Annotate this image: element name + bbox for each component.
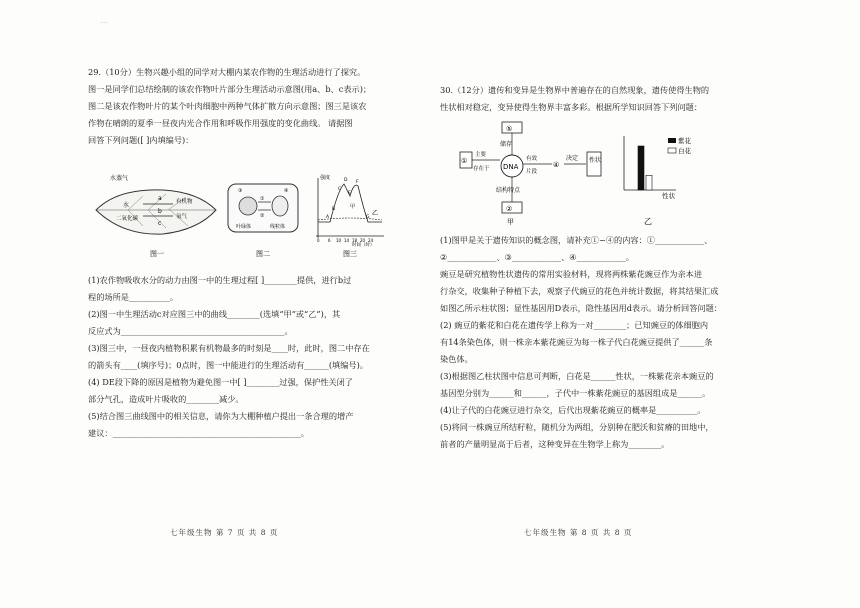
figure-1-leaf [96,174,216,258]
fig3-tick: 20 [360,238,366,243]
fig2-arrow-2: ② [260,213,265,219]
edge-segment: 片段 [526,169,538,175]
q29-line-4: 回答下列问题([ ]内填编号)： [88,135,194,145]
q30-question-line: ②____________、③____________、④____________。 [440,252,634,262]
page-footer-7: 七年级生物 第 7 页 共 8 页 [170,528,279,537]
fig3-caption: 图三 [343,250,357,258]
q29-question-line: (5)结合图三曲线图中的相关信息，请你为大棚种植户提出一条合理的增产 [88,411,354,421]
q30-question-line: (5)将同一株豌豆所结籽粒，随机分为两组，分别种在肥沃和贫瘠的田地中， [440,422,714,432]
page-footer-8: 七年级生物 第 8 页 共 8 页 [524,528,633,537]
fig1-label-vapor: 水蒸气 [110,175,129,182]
q29-question-line: 程的场所是__________。 [88,292,179,302]
q29-line-0: 29.（10分）生物兴趣小组的同学对大棚内某农作物的生理活动进行了探究。 [88,67,366,77]
q29-question-line: 建议：______________________________________________。 [88,428,310,438]
q29-question-line: 的箭头有____(填序号)；0点时，图一中能进行的生理活动有______(填编号)。 [88,360,368,370]
node-trait: 性状 [589,157,602,164]
fig1-caption: 图一 [150,250,164,258]
fig3-tick: 24 [368,238,374,243]
fig1-label-organic: 有机物 [176,199,193,205]
fig1-label-b: b [158,208,162,215]
figure-3-curves [316,174,384,258]
fig1-label-a: a [158,195,162,202]
q30-line-1: 性状相对稳定，变异使得生物界丰富多彩。根据所学知识回答下列问题： [440,102,703,112]
legend-purple: 紫花 [678,137,691,145]
fig1-label-c: c [158,220,162,227]
chart-caption: 乙 [644,217,652,226]
q29-question-line: (4) DE段下降的原因是植物为避免图一中[ ]________过强，保护性关闭了 [88,377,353,387]
fig3-tick: 10 [336,238,342,243]
q29-question-line: (1)农作物吸收水分的动力由图一中的生理过程[ ]________提供，进行b过 [88,275,352,285]
q30-question-line: (2) 豌豆的紫花和白花在遗传学上称为一对________；已知豌豆的体细胞内 [440,320,709,330]
q30-question-line: (3)根据图乙柱状图中信息可判断，白花是______性状，一株紫花亲本豌豆的 [440,371,714,381]
legend-swatch-purple [668,138,676,143]
bar-chart-yi [616,130,726,230]
fig3-point-f: F [356,180,359,185]
q29-question-line: (2)图一中生理活动c对应图三中的曲线________(选填“甲”或“乙”)，其 [88,309,341,319]
q30-question-line: 如图乙所示柱状图；显性基因用D表示，隐性基因用d表示。请分析回答问题： [440,303,722,313]
edge-effective: 有效 [526,156,538,162]
fig3-tick: 18 [352,238,358,243]
q29-line-1: 图一是同学们总结绘制的该农作物叶片部分生理活动示意图(用a、b、c表示)； [88,84,372,94]
fig3-tick: 14 [344,238,350,243]
fig3-point-b: B [332,207,336,212]
fig1-label-co2: 二氧化碳 [116,216,139,222]
fig2-caption: 图二 [256,250,270,258]
concept-map-jia [440,118,640,230]
fig3-label-yi: 乙 [372,210,379,217]
edge-exists-in: 存在于 [473,166,490,172]
edge-store: 储存 [500,141,513,148]
fig2-mitochondria-label: 线粒体 [270,224,286,230]
fig3-point-d: D [344,178,348,183]
figure-2-cell [228,184,298,258]
diagram-caption: 甲 [507,218,514,226]
fig3-point-c: C [338,187,342,192]
fig1-label-water: 水 [123,202,130,209]
q30-question-line: 豌豆是研究植物性状遗传的常用实验材料，现将两株紫花豌豆作为亲本进 [440,269,703,279]
bar-white [646,175,652,190]
corner-mark: .... [100,18,108,25]
q30-intro [440,82,709,116]
fig1-label-oxygen: 氧气 [176,214,188,220]
fig3-tick: 6 [328,238,331,243]
node-4: ④ [553,161,560,169]
fig2-arrow-1: ① [260,196,265,202]
q30-question-line: 基因型分别为______和______，子代中一株紫花豌豆的基因组成是______。 [440,388,711,398]
q30-questions [440,232,722,453]
fig3-tick: 0 [317,238,320,243]
fig3-label-jia: 甲 [350,204,356,210]
q30-question-line: (4)让子代的白花豌豆进行杂交，后代出现紫花豌豆的概率是__________。 [440,405,706,415]
q30-line-0: 30.（12分）遗传和变异是生物界中普遍存在的自然现象，遗传使得生物的 [440,85,710,95]
fig2-arrow-3: ③ [238,188,243,194]
edge-decides: 决定 [566,155,579,162]
q30-question-line: 染色体。 [440,354,473,364]
q29-line-3: 作物在晴朗的夏季一昼夜内光合作用和呼吸作用强度的变化曲线。 请据图 [88,118,353,128]
x-axis-label: 性状 [662,192,675,200]
fig2-arrow-4: ④ [284,188,289,194]
q30-question-line: 前者的产量明显高于后者，这种变异在生物学上称为________。 [440,439,670,449]
fig3-ylabel: 强度 [320,175,331,181]
q29-line-2: 图二是该农作物叶片的某个叶肉细胞中两种气体扩散方向示意图；图三是该农 [88,101,367,111]
legend-swatch-white [668,148,676,153]
q29-question-line: 部分气孔，造成叶片吸收的________减少。 [88,394,244,404]
node-dna: DNA [503,163,519,171]
fig2-chloroplast-label: 叶绿体 [236,224,252,230]
q30-question-line: 有14条染色体，则一株亲本紫花豌豆为每一株子代白花豌豆提供了______条 [440,337,713,347]
node-1: ① [461,157,468,165]
fig3-point-a: A [326,215,330,220]
bar-purple [638,146,644,190]
q30-question-line: (1)图甲是关于遗传知识的概念图，请补充①~④的内容：①____________、 [440,235,713,245]
q29-questions [88,272,370,442]
edge-structure: 结构特点 [496,187,521,194]
fig3-xlabel: 时间（时） [352,243,375,248]
q29-question-line: (3)图三中，一昼夜内植物积累有机物最多的时刻是____时，此时，图二中存在 [88,343,370,353]
legend-white: 白花 [678,147,691,155]
q29-question-line: 反应式为________________________________________。 [88,326,293,336]
edge-main: 主要 [475,152,487,158]
q29-figures [88,170,388,262]
q29-intro [88,64,371,149]
fig3-point-e: E [348,191,351,196]
node-2: ② [506,205,513,213]
q30-question-line: 行杂交，收集种子种植下去，观察子代豌豆的花色并统计数据，将其结果汇成 [440,286,719,296]
node-5: ⑤ [506,125,513,133]
fig3-point-g: G [366,215,370,220]
